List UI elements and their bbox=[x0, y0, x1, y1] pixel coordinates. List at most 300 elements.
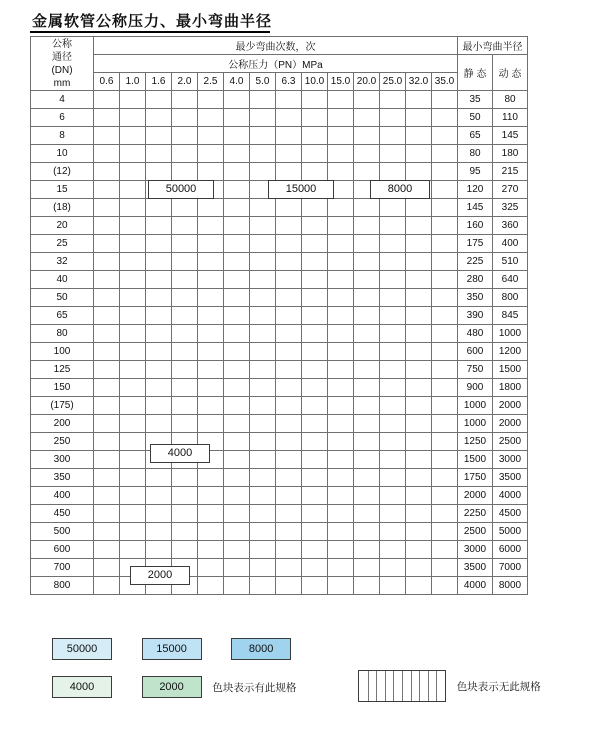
pressure-cell bbox=[432, 307, 458, 325]
dn-value: 200 bbox=[31, 415, 94, 433]
pressure-col-header: 25.0 bbox=[380, 73, 406, 91]
pressure-cell bbox=[172, 343, 198, 361]
pressure-cell bbox=[94, 343, 120, 361]
radius-dynamic-value: 215 bbox=[493, 163, 528, 181]
dn-value: 250 bbox=[31, 433, 94, 451]
pressure-cell bbox=[94, 253, 120, 271]
pressure-cell bbox=[198, 487, 224, 505]
pressure-cell bbox=[120, 487, 146, 505]
pressure-cell bbox=[146, 523, 172, 541]
pressure-cell bbox=[276, 523, 302, 541]
pressure-cell bbox=[146, 163, 172, 181]
pressure-cell bbox=[172, 145, 198, 163]
pressure-cell bbox=[224, 397, 250, 415]
dn-value: 100 bbox=[31, 343, 94, 361]
pressure-cell bbox=[432, 289, 458, 307]
legend-hatch-note: 色块表示无此规格 bbox=[456, 680, 541, 693]
pressure-cell bbox=[406, 433, 432, 451]
pressure-cell bbox=[224, 505, 250, 523]
pressure-cell bbox=[380, 199, 406, 217]
pressure-cell bbox=[250, 145, 276, 163]
pressure-cell bbox=[198, 397, 224, 415]
pressure-cell bbox=[354, 145, 380, 163]
pressure-cell bbox=[172, 325, 198, 343]
pressure-cell bbox=[172, 523, 198, 541]
pressure-cell bbox=[276, 307, 302, 325]
pressure-cell bbox=[302, 433, 328, 451]
pressure-cell bbox=[432, 217, 458, 235]
pressure-cell bbox=[380, 145, 406, 163]
pressure-cell bbox=[94, 91, 120, 109]
pressure-cell bbox=[380, 487, 406, 505]
pressure-cell bbox=[250, 559, 276, 577]
legend-swatch-8000: 8000 bbox=[231, 638, 291, 660]
pressure-cell bbox=[380, 541, 406, 559]
pressure-cell bbox=[250, 541, 276, 559]
pressure-cell bbox=[146, 145, 172, 163]
pressure-cell bbox=[224, 253, 250, 271]
overlay-label-2000: 2000 bbox=[130, 566, 190, 585]
pressure-cell bbox=[94, 325, 120, 343]
dn-value: 600 bbox=[31, 541, 94, 559]
table-row bbox=[31, 289, 528, 307]
pressure-cell bbox=[224, 181, 250, 199]
pressure-cell bbox=[302, 163, 328, 181]
pressure-cell bbox=[120, 307, 146, 325]
pressure-cell bbox=[432, 415, 458, 433]
pressure-cell bbox=[94, 451, 120, 469]
pressure-cell bbox=[380, 253, 406, 271]
legend-swatch-50000: 50000 bbox=[52, 638, 112, 660]
pressure-cell bbox=[354, 379, 380, 397]
pressure-cell bbox=[380, 325, 406, 343]
pressure-cell bbox=[302, 505, 328, 523]
pressure-cell bbox=[250, 91, 276, 109]
pressure-cell bbox=[276, 397, 302, 415]
pressure-cell bbox=[172, 253, 198, 271]
radius-static-value: 65 bbox=[458, 127, 493, 145]
pressure-cell bbox=[328, 361, 354, 379]
table-row bbox=[31, 523, 528, 541]
pressure-cell bbox=[94, 361, 120, 379]
radius-static-value: 280 bbox=[458, 271, 493, 289]
pressure-cell bbox=[406, 343, 432, 361]
pressure-cell bbox=[120, 145, 146, 163]
radius-dynamic-value: 510 bbox=[493, 253, 528, 271]
pressure-cell bbox=[328, 379, 354, 397]
pressure-cell bbox=[380, 505, 406, 523]
pressure-cell bbox=[172, 469, 198, 487]
overlay-label-15000: 15000 bbox=[268, 180, 334, 199]
title-underline bbox=[30, 31, 270, 33]
pressure-col-header: 35.0 bbox=[432, 73, 458, 91]
pressure-cell bbox=[172, 379, 198, 397]
pressure-cell bbox=[406, 289, 432, 307]
radius-static-value: 900 bbox=[458, 379, 493, 397]
pressure-cell bbox=[380, 343, 406, 361]
pressure-cell bbox=[406, 199, 432, 217]
table-row bbox=[31, 253, 528, 271]
pressure-cell bbox=[406, 541, 432, 559]
table-row bbox=[31, 271, 528, 289]
pressure-cell bbox=[406, 379, 432, 397]
dn-header-line-1: 公称 bbox=[52, 38, 72, 50]
pressure-cell bbox=[354, 397, 380, 415]
radius-dynamic-value: 2500 bbox=[493, 433, 528, 451]
pressure-cell bbox=[432, 397, 458, 415]
table-body bbox=[31, 91, 528, 595]
radius-dynamic-value: 845 bbox=[493, 307, 528, 325]
pressure-cell bbox=[380, 289, 406, 307]
radius-static-value: 480 bbox=[458, 325, 493, 343]
table-row bbox=[31, 145, 528, 163]
pressure-cell bbox=[120, 325, 146, 343]
pressure-cell bbox=[354, 433, 380, 451]
pressure-cell bbox=[354, 91, 380, 109]
pressure-cell bbox=[198, 91, 224, 109]
pressure-cell bbox=[432, 181, 458, 199]
legend-swatch-2000: 2000 bbox=[142, 676, 202, 698]
table-row bbox=[31, 109, 528, 127]
pressure-cell bbox=[172, 361, 198, 379]
dn-header bbox=[31, 37, 94, 91]
legend-color-note: 色块表示有此规格 bbox=[212, 681, 297, 694]
pressure-cell bbox=[120, 397, 146, 415]
pressure-cell bbox=[328, 577, 354, 595]
radius-dynamic-value: 1000 bbox=[493, 325, 528, 343]
pressure-cell bbox=[328, 235, 354, 253]
pressure-cell bbox=[198, 109, 224, 127]
pressure-cell bbox=[94, 559, 120, 577]
dn-value: 4 bbox=[31, 91, 94, 109]
pressure-cell bbox=[120, 91, 146, 109]
pressure-cell bbox=[406, 217, 432, 235]
pressure-cell bbox=[380, 217, 406, 235]
pressure-cell bbox=[146, 487, 172, 505]
pressure-cell bbox=[354, 469, 380, 487]
pressure-col-header: 2.0 bbox=[172, 73, 198, 91]
table-row bbox=[31, 361, 528, 379]
pressure-cell bbox=[406, 235, 432, 253]
pressure-cell bbox=[224, 343, 250, 361]
pressure-cell bbox=[328, 487, 354, 505]
pressure-cell bbox=[120, 199, 146, 217]
pressure-cell bbox=[146, 307, 172, 325]
pressure-cell bbox=[276, 325, 302, 343]
legend-swatch-4000: 4000 bbox=[52, 676, 112, 698]
pressure-cell bbox=[250, 271, 276, 289]
pressure-cell bbox=[172, 127, 198, 145]
pressure-cell bbox=[328, 91, 354, 109]
pressure-cell bbox=[250, 163, 276, 181]
pressure-cell bbox=[354, 487, 380, 505]
pressure-cell bbox=[328, 271, 354, 289]
pressure-cell bbox=[328, 397, 354, 415]
pressure-cell bbox=[224, 307, 250, 325]
pressure-cell bbox=[302, 379, 328, 397]
radius-dynamic-value: 325 bbox=[493, 199, 528, 217]
pressure-cell bbox=[380, 433, 406, 451]
pressure-cell bbox=[198, 415, 224, 433]
pressure-cell bbox=[302, 109, 328, 127]
pressure-cell bbox=[172, 217, 198, 235]
radius-dynamic-value: 8000 bbox=[493, 577, 528, 595]
pressure-cell bbox=[250, 379, 276, 397]
radius-dynamic-value: 2000 bbox=[493, 415, 528, 433]
radius-dynamic-value: 3500 bbox=[493, 469, 528, 487]
pressure-cell bbox=[250, 307, 276, 325]
pressure-cell bbox=[250, 109, 276, 127]
pressure-cell bbox=[94, 415, 120, 433]
pressure-cell bbox=[224, 379, 250, 397]
pressure-cell bbox=[328, 109, 354, 127]
pressure-cell bbox=[380, 415, 406, 433]
radius-static-value: 2500 bbox=[458, 523, 493, 541]
radius-dynamic-value: 360 bbox=[493, 217, 528, 235]
pressure-cell bbox=[432, 343, 458, 361]
table-row bbox=[31, 451, 528, 469]
pressure-col-header: 4.0 bbox=[224, 73, 250, 91]
table-row bbox=[31, 127, 528, 145]
pressure-col-header: 2.5 bbox=[198, 73, 224, 91]
table-row bbox=[31, 415, 528, 433]
dn-value: 32 bbox=[31, 253, 94, 271]
radius-static-value: 1500 bbox=[458, 451, 493, 469]
pressure-cell bbox=[250, 505, 276, 523]
table-row bbox=[31, 343, 528, 361]
pressure-cell bbox=[276, 271, 302, 289]
radius-dynamic-value: 6000 bbox=[493, 541, 528, 559]
pressure-cell bbox=[120, 541, 146, 559]
pressure-cell bbox=[276, 469, 302, 487]
pressure-columns-row bbox=[31, 73, 528, 91]
radius-static-value: 4000 bbox=[458, 577, 493, 595]
pressure-cell bbox=[354, 109, 380, 127]
dn-header-line-2: 通径 bbox=[52, 51, 72, 63]
pressure-cell bbox=[432, 199, 458, 217]
pressure-cell bbox=[302, 253, 328, 271]
pressure-cell bbox=[380, 559, 406, 577]
pressure-cell bbox=[328, 541, 354, 559]
pressure-cell bbox=[250, 361, 276, 379]
radius-static-value: 1000 bbox=[458, 415, 493, 433]
pressure-cell bbox=[406, 577, 432, 595]
radius-static-value: 390 bbox=[458, 307, 493, 325]
pressure-cell bbox=[380, 397, 406, 415]
radius-static-value: 120 bbox=[458, 181, 493, 199]
pressure-cell bbox=[224, 487, 250, 505]
pressure-cell bbox=[432, 451, 458, 469]
pressure-cell bbox=[432, 325, 458, 343]
pressure-cell bbox=[328, 343, 354, 361]
pressure-cell bbox=[224, 433, 250, 451]
pressure-cell bbox=[94, 181, 120, 199]
table-row bbox=[31, 505, 528, 523]
pressure-cell bbox=[406, 469, 432, 487]
radius-static-value: 225 bbox=[458, 253, 493, 271]
table-row bbox=[31, 559, 528, 577]
pressure-cell bbox=[172, 199, 198, 217]
pressure-cell bbox=[276, 235, 302, 253]
pressure-cell bbox=[302, 271, 328, 289]
pressure-cell bbox=[354, 415, 380, 433]
pressure-cell bbox=[432, 505, 458, 523]
pressure-cell bbox=[406, 415, 432, 433]
pressure-cell bbox=[198, 361, 224, 379]
pressure-cell bbox=[250, 325, 276, 343]
radius-static-value: 80 bbox=[458, 145, 493, 163]
pressure-cell bbox=[94, 577, 120, 595]
pressure-cell bbox=[146, 505, 172, 523]
pressure-cell bbox=[328, 469, 354, 487]
pressure-cell bbox=[328, 217, 354, 235]
dn-value: 8 bbox=[31, 127, 94, 145]
pressure-cell bbox=[328, 289, 354, 307]
radius-static-value: 95 bbox=[458, 163, 493, 181]
pressure-cell bbox=[250, 487, 276, 505]
pressure-cell bbox=[328, 523, 354, 541]
pressure-header: 公称压力（PN）MPa bbox=[94, 55, 458, 73]
radius-static-value: 3500 bbox=[458, 559, 493, 577]
pressure-cell bbox=[172, 415, 198, 433]
pressure-cell bbox=[276, 451, 302, 469]
overlay-label-8000: 8000 bbox=[370, 180, 430, 199]
pressure-cell bbox=[302, 361, 328, 379]
pressure-cell bbox=[120, 109, 146, 127]
pressure-cell bbox=[250, 523, 276, 541]
pressure-cell bbox=[276, 163, 302, 181]
pressure-cell bbox=[94, 145, 120, 163]
pressure-cell bbox=[224, 271, 250, 289]
pressure-cell bbox=[354, 451, 380, 469]
pressure-cell bbox=[354, 253, 380, 271]
pressure-cell bbox=[146, 415, 172, 433]
pressure-cell bbox=[354, 307, 380, 325]
pressure-cell bbox=[302, 91, 328, 109]
pressure-cell bbox=[276, 217, 302, 235]
pressure-cell bbox=[198, 289, 224, 307]
pressure-col-header: 5.0 bbox=[250, 73, 276, 91]
dn-value: 300 bbox=[31, 451, 94, 469]
pressure-cell bbox=[406, 109, 432, 127]
pressure-cell bbox=[172, 109, 198, 127]
table-row bbox=[31, 199, 528, 217]
pressure-cell bbox=[406, 451, 432, 469]
pressure-cell bbox=[354, 127, 380, 145]
dn-header-line-4: mm bbox=[53, 77, 71, 89]
pressure-cell bbox=[380, 109, 406, 127]
radius-dynamic-value: 3000 bbox=[493, 451, 528, 469]
pressure-cell bbox=[380, 307, 406, 325]
pressure-cell bbox=[94, 271, 120, 289]
radius-dynamic-value: 80 bbox=[493, 91, 528, 109]
pressure-cell bbox=[250, 217, 276, 235]
radius-static-value: 600 bbox=[458, 343, 493, 361]
pressure-cell bbox=[380, 361, 406, 379]
pressure-cell bbox=[224, 451, 250, 469]
pressure-cell bbox=[328, 505, 354, 523]
pressure-cell bbox=[94, 289, 120, 307]
pressure-col-header: 20.0 bbox=[354, 73, 380, 91]
pressure-cell bbox=[250, 289, 276, 307]
dn-header-line-3: (DN) bbox=[51, 64, 73, 76]
pressure-cell bbox=[354, 271, 380, 289]
pressure-cell bbox=[354, 235, 380, 253]
pressure-cell bbox=[432, 235, 458, 253]
pressure-cell bbox=[380, 577, 406, 595]
pressure-col-header: 15.0 bbox=[328, 73, 354, 91]
pressure-cell bbox=[406, 523, 432, 541]
dn-value: 10 bbox=[31, 145, 94, 163]
pressure-cell bbox=[328, 127, 354, 145]
pressure-cell bbox=[172, 541, 198, 559]
pressure-cell bbox=[380, 379, 406, 397]
pressure-cell bbox=[406, 271, 432, 289]
table-row bbox=[31, 541, 528, 559]
pressure-cell bbox=[302, 451, 328, 469]
pressure-cell bbox=[224, 145, 250, 163]
overlay-label-50000: 50000 bbox=[148, 180, 214, 199]
pressure-cell bbox=[198, 235, 224, 253]
pressure-cell bbox=[120, 253, 146, 271]
pressure-cell bbox=[94, 109, 120, 127]
pressure-cell bbox=[328, 307, 354, 325]
dn-value: 25 bbox=[31, 235, 94, 253]
dn-value: (18) bbox=[31, 199, 94, 217]
dn-value: 125 bbox=[31, 361, 94, 379]
pressure-cell bbox=[224, 325, 250, 343]
radius-static-value: 50 bbox=[458, 109, 493, 127]
pressure-cell bbox=[224, 127, 250, 145]
pressure-cell bbox=[276, 379, 302, 397]
pressure-col-header: 32.0 bbox=[406, 73, 432, 91]
pressure-cell bbox=[354, 163, 380, 181]
dn-value: 15 bbox=[31, 181, 94, 199]
pressure-cell bbox=[276, 505, 302, 523]
radius-static-value: 1250 bbox=[458, 433, 493, 451]
pressure-cell bbox=[120, 235, 146, 253]
pressure-cell bbox=[302, 127, 328, 145]
pressure-cell bbox=[354, 505, 380, 523]
table-row bbox=[31, 379, 528, 397]
pressure-cell bbox=[406, 361, 432, 379]
radius-dynamic-value: 1200 bbox=[493, 343, 528, 361]
pressure-cell bbox=[250, 433, 276, 451]
pressure-cell bbox=[354, 217, 380, 235]
radius-static-value: 175 bbox=[458, 235, 493, 253]
pressure-cell bbox=[250, 451, 276, 469]
pressure-cell bbox=[120, 217, 146, 235]
pressure-cell bbox=[328, 253, 354, 271]
pressure-cell bbox=[302, 397, 328, 415]
pressure-cell bbox=[146, 271, 172, 289]
radius-dynamic-value: 640 bbox=[493, 271, 528, 289]
table-row bbox=[31, 487, 528, 505]
pressure-cell bbox=[224, 541, 250, 559]
table-row bbox=[31, 307, 528, 325]
pressure-cell bbox=[198, 343, 224, 361]
radius-dynamic-value: 4000 bbox=[493, 487, 528, 505]
pressure-cell bbox=[432, 433, 458, 451]
pressure-cell bbox=[432, 127, 458, 145]
pressure-cell bbox=[120, 163, 146, 181]
pressure-cell bbox=[302, 541, 328, 559]
pressure-cell bbox=[276, 541, 302, 559]
pressure-cell bbox=[354, 541, 380, 559]
pressure-cell bbox=[302, 289, 328, 307]
dn-value: 700 bbox=[31, 559, 94, 577]
pressure-cell bbox=[276, 109, 302, 127]
